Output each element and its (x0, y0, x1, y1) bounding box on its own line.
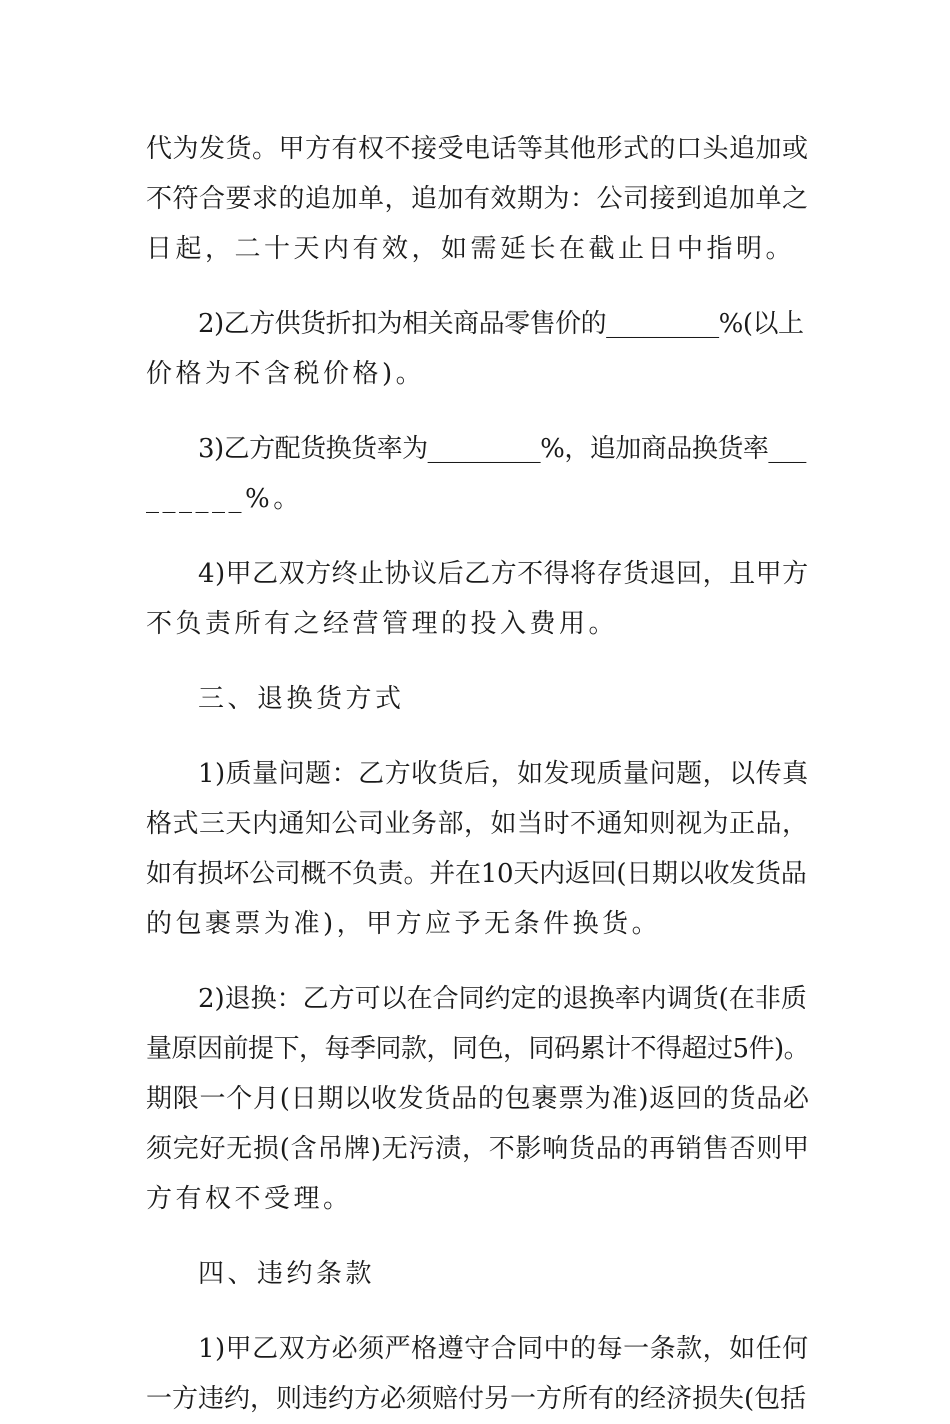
text-line: 3)乙方配货换货率为_________%，追加商品换货率___ (198, 434, 806, 464)
text-line: 4)甲乙双方终止协议后乙方不得将存货退回，且甲方 (198, 559, 809, 589)
paragraph-gap (146, 724, 810, 749)
paragraph-gap (146, 524, 810, 549)
text-line: 价格为不含税价格)。 (146, 359, 426, 389)
text-line: 须完好无损(含吊牌)无污渍，不影响货品的再销售否则甲 (146, 1134, 810, 1164)
text-line: 量原因前提下，每季同款，同色，同码累计不得超过5件)。 (146, 1034, 810, 1064)
text-line: 不负责所有之经营管理的投入费用。 (146, 609, 619, 639)
text-line: 不符合要求的追加单，追加有效期为：公司接到追加单之 (146, 184, 809, 214)
text-line: 代为发货。甲方有权不接受电话等其他形式的口头追加或 (146, 134, 809, 164)
text-line: 日起，二十天内有效，如需延长在截止日中指明。 (146, 234, 796, 264)
text-line: 如有损坏公司概不负责。并在10天内返回(日期以收发货品 (146, 859, 807, 889)
paragraph-gap (146, 1299, 810, 1324)
text-line: 一方违约，则违约方必须赔付另一方所有的经济损失(包括 (146, 1384, 807, 1414)
text-line: 三、退换货方式 (198, 684, 405, 714)
text-line: 2)乙方供货折扣为相关商品零售价的_________%(以上 (198, 309, 804, 339)
paragraph-gap (146, 1224, 810, 1249)
text-line: 2)退换：乙方可以在合同约定的退换率内调货(在非质 (198, 984, 807, 1014)
paragraph-gap (146, 399, 810, 424)
text-line: 四、违约条款 (198, 1259, 376, 1289)
text-line: 方有权不受理。 (146, 1184, 353, 1214)
text-line: 格式三天内通知公司业务部，如当时不通知则视为正品， (146, 809, 809, 839)
text-line: 期限一个月(日期以收发货品的包裹票为准)返回的货品必 (146, 1084, 810, 1114)
text-line: 1)甲乙双方必须严格遵守合同中的每一条款，如任何 (198, 1334, 809, 1364)
paragraph-gap (146, 274, 810, 299)
text-line: ______%。 (146, 484, 303, 514)
paragraph-gap (146, 649, 810, 674)
document-body (146, 124, 810, 1424)
text-line: 的包裹票为准)，甲方应予无条件换货。 (146, 909, 662, 939)
paragraph-gap (146, 949, 810, 974)
text-line: 1)质量问题：乙方收货后，如发现质量问题，以传真 (198, 759, 809, 789)
